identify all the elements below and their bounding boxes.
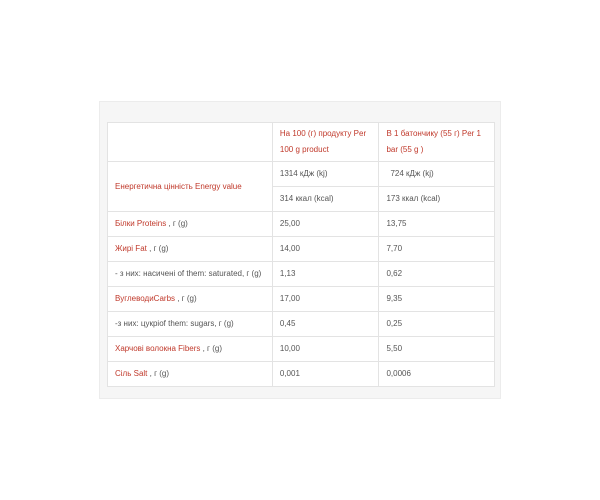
row-value-100: 0,001 bbox=[272, 362, 379, 387]
row-label-bold: Сіль Salt bbox=[115, 369, 148, 378]
row-label-bold: Харчові волокна Fibers bbox=[115, 344, 201, 353]
row-value-100: 1,13 bbox=[272, 262, 379, 287]
table-row bbox=[108, 362, 495, 387]
row-value-100: 0,45 bbox=[272, 312, 379, 337]
row-value-100: 17,00 bbox=[272, 287, 379, 312]
row-label-unit: - з них: насичені of them: saturated, г (g) bbox=[115, 269, 262, 278]
nutrition-panel bbox=[99, 101, 501, 399]
energy-kj-bar: 724 кДж (kj) bbox=[379, 162, 495, 187]
row-value-100: 25,00 bbox=[272, 212, 379, 237]
row-label-unit: , г (g) bbox=[166, 219, 188, 228]
row-label-unit: , г (g) bbox=[175, 294, 197, 303]
row-value-bar: 9,35 bbox=[379, 287, 495, 312]
row-label-unit: -з них: цукріof them: sugars, г (g) bbox=[115, 319, 234, 328]
energy-label: Енергетична цінність Energy value bbox=[108, 162, 273, 212]
row-value-bar: 0,25 bbox=[379, 312, 495, 337]
table-header-row bbox=[108, 123, 495, 162]
row-label-unit: , г (g) bbox=[200, 344, 222, 353]
row-value-bar: 7,70 bbox=[379, 237, 495, 262]
row-label-unit: , г (g) bbox=[146, 244, 169, 253]
row-label-bold: ВуглеводиCarbs bbox=[115, 294, 176, 303]
table-row bbox=[108, 237, 495, 262]
row-value-bar: 5,50 bbox=[379, 337, 495, 362]
table-row bbox=[108, 287, 495, 312]
row-value-bar: 13,75 bbox=[379, 212, 495, 237]
table-row bbox=[108, 312, 495, 337]
energy-kj-100: 1314 кДж (kj) bbox=[272, 162, 379, 187]
table-row-energy-kj bbox=[108, 162, 495, 187]
table-row bbox=[108, 337, 495, 362]
row-value-bar: 0,0006 bbox=[379, 362, 495, 387]
energy-kcal-100: 314 ккал (kcal) bbox=[272, 187, 379, 212]
table-row bbox=[108, 212, 495, 237]
row-value-100: 10,00 bbox=[272, 337, 379, 362]
energy-kcal-bar: 173 ккал (kcal) bbox=[379, 187, 495, 212]
table-row bbox=[108, 262, 495, 287]
row-label-bold: Білки Proteins bbox=[115, 219, 167, 228]
row-label-bold: Жирі Fat bbox=[115, 244, 147, 253]
header-cell-empty bbox=[108, 123, 273, 162]
header-per-100g: На 100 (г) продукту Per 100 g product bbox=[272, 123, 379, 162]
row-value-100: 14,00 bbox=[272, 237, 379, 262]
row-label-unit: , г (g) bbox=[147, 369, 169, 378]
header-per-bar: В 1 батончику (55 г) Per 1 bar (55 g ) bbox=[379, 123, 495, 162]
nutrition-table bbox=[107, 122, 495, 387]
row-value-bar: 0,62 bbox=[379, 262, 495, 287]
